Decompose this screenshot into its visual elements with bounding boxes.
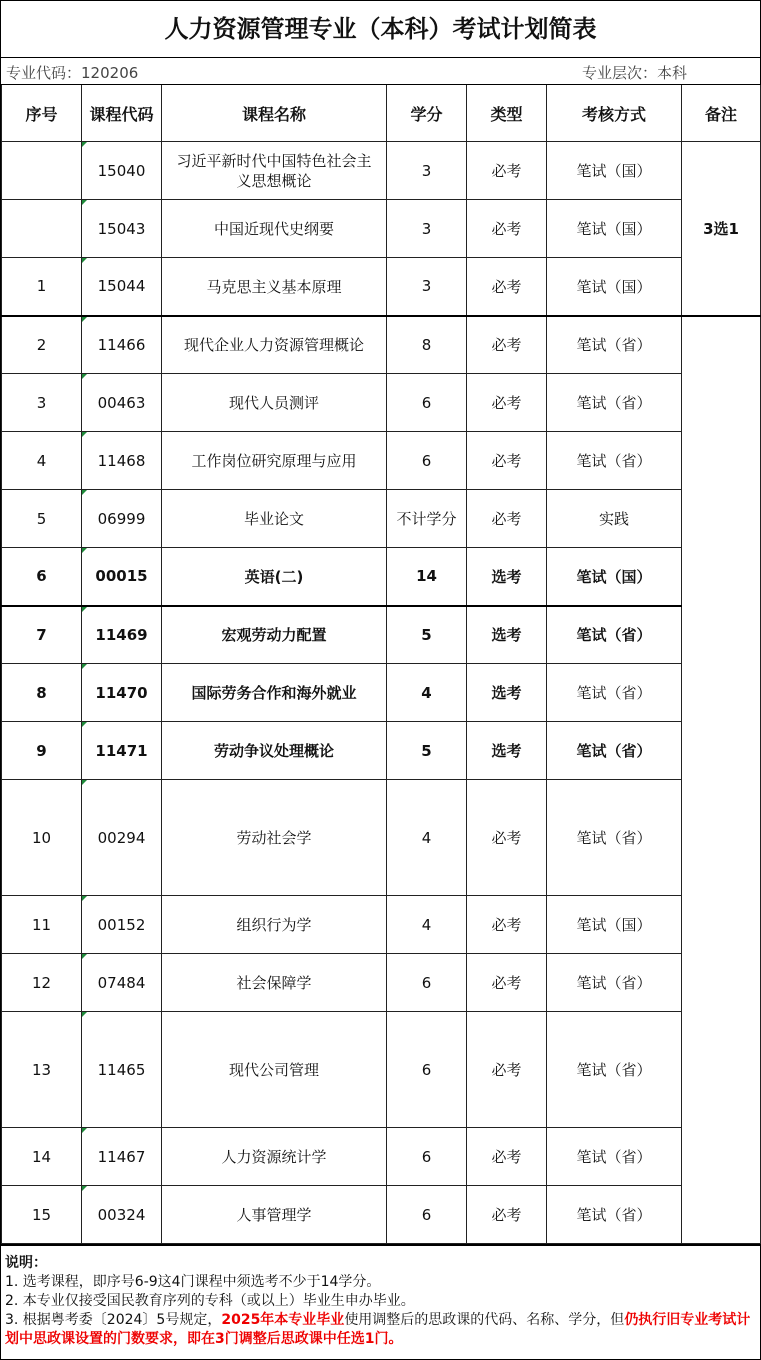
table-row — [2, 200, 761, 258]
row-no: 13 — [2, 1012, 82, 1128]
row-exam: 笔试（省） — [547, 1186, 682, 1244]
row-no: 15 — [2, 1186, 82, 1244]
row-no — [2, 200, 82, 258]
row-type: 必考 — [467, 954, 547, 1012]
row-code: 15043 — [82, 200, 162, 258]
row-name: 劳动社会学 — [162, 780, 387, 896]
row-code: 00324 — [82, 1186, 162, 1244]
row-no: 10 — [2, 780, 82, 896]
row-type: 必考 — [467, 780, 547, 896]
table-row — [2, 1186, 761, 1244]
table-row — [2, 1128, 761, 1186]
row-name: 人事管理学 — [162, 1186, 387, 1244]
row-credit: 3 — [387, 142, 467, 200]
table-row — [2, 258, 761, 316]
row-type: 选考 — [467, 548, 547, 606]
row-no: 14 — [2, 1128, 82, 1186]
header-code: 课程代码 — [82, 85, 162, 142]
note-3-part-1: 3. 根据粤考委〔2024〕5号规定， — [5, 1312, 222, 1328]
row-code: 11465 — [82, 1012, 162, 1128]
row-name: 组织行为学 — [162, 896, 387, 954]
row-no: 4 — [2, 432, 82, 490]
row-exam: 笔试（省） — [547, 722, 682, 780]
row-credit: 6 — [387, 432, 467, 490]
row-code: 06999 — [82, 490, 162, 548]
row-exam: 笔试（省） — [547, 780, 682, 896]
major-level — [582, 62, 687, 83]
row-type: 必考 — [467, 316, 547, 374]
row-exam: 笔试（省） — [547, 1128, 682, 1186]
row-code: 11470 — [82, 664, 162, 722]
header-no: 序号 — [2, 85, 82, 142]
header-remark: 备注 — [682, 85, 761, 142]
notes-heading: 说明： — [5, 1255, 47, 1271]
row-credit: 5 — [387, 722, 467, 780]
row-type: 选考 — [467, 722, 547, 780]
row-credit: 6 — [387, 1186, 467, 1244]
row-code: 00152 — [82, 896, 162, 954]
row-code: 15040 — [82, 142, 162, 200]
table-row — [2, 896, 761, 954]
table-row — [2, 954, 761, 1012]
row-credit: 3 — [387, 200, 467, 258]
header-credit: 学分 — [387, 85, 467, 142]
row-code: 15044 — [82, 258, 162, 316]
row-type: 必考 — [467, 896, 547, 954]
row-exam: 笔试（国） — [547, 548, 682, 606]
row-name: 毕业论文 — [162, 490, 387, 548]
table-row — [2, 432, 761, 490]
table-header — [2, 85, 761, 142]
header-type: 类型 — [467, 85, 547, 142]
note-3 — [5, 1311, 756, 1349]
row-code: 07484 — [82, 954, 162, 1012]
row-credit: 6 — [387, 1012, 467, 1128]
major-code-label: 专业代码： — [6, 64, 82, 82]
row-code: 00294 — [82, 780, 162, 896]
row-exam: 笔试（省） — [547, 664, 682, 722]
table-row — [2, 316, 761, 374]
row-exam: 笔试（国） — [547, 258, 682, 316]
row-name: 马克思主义基本原理 — [162, 258, 387, 316]
row-no: 5 — [2, 490, 82, 548]
table-row — [2, 1012, 761, 1128]
row-code: 11468 — [82, 432, 162, 490]
row-type: 必考 — [467, 432, 547, 490]
row-credit: 5 — [387, 606, 467, 664]
row-credit: 4 — [387, 664, 467, 722]
row-type: 必考 — [467, 1186, 547, 1244]
row-no: 1 — [2, 258, 82, 316]
note-3-part-2: 使用调整后的思政课的代码、名称、学分，但 — [344, 1312, 625, 1328]
table-row — [2, 142, 761, 200]
table-row — [2, 490, 761, 548]
row-no: 6 — [2, 548, 82, 606]
row-exam: 笔试（省） — [547, 606, 682, 664]
row-credit: 8 — [387, 316, 467, 374]
row-code: 11469 — [82, 606, 162, 664]
row-name: 现代人员测评 — [162, 374, 387, 432]
row-code: 00463 — [82, 374, 162, 432]
row-name: 中国近现代史纲要 — [162, 200, 387, 258]
row-name: 国际劳务合作和海外就业 — [162, 664, 387, 722]
major-code-value: 120206 — [81, 64, 139, 82]
note-2: 2. 本专业仅接受国民教育序列的专科（或以上）毕业生申办毕业。 — [5, 1293, 415, 1309]
row-code: 11466 — [82, 316, 162, 374]
row-no: 3 — [2, 374, 82, 432]
row-no: 9 — [2, 722, 82, 780]
row-no: 2 — [2, 316, 82, 374]
row-no: 12 — [2, 954, 82, 1012]
header-name: 课程名称 — [162, 85, 387, 142]
row-type: 必考 — [467, 1128, 547, 1186]
row-name: 现代公司管理 — [162, 1012, 387, 1128]
remark-empty — [682, 316, 761, 1244]
row-code: 11471 — [82, 722, 162, 780]
row-exam: 笔试（省） — [547, 954, 682, 1012]
row-name: 社会保障学 — [162, 954, 387, 1012]
row-exam: 笔试（省） — [547, 1012, 682, 1128]
row-type: 必考 — [467, 200, 547, 258]
note-1: 1. 选考课程，即序号6-9这4门课程中须选考不少于14学分。 — [5, 1274, 381, 1290]
row-no: 11 — [2, 896, 82, 954]
row-name: 习近平新时代中国特色社会主义思想概论 — [162, 142, 387, 200]
row-code: 00015 — [82, 548, 162, 606]
row-credit: 6 — [387, 1128, 467, 1186]
table-row — [2, 606, 761, 664]
row-type: 选考 — [467, 606, 547, 664]
table-row — [2, 548, 761, 606]
row-name: 工作岗位研究原理与应用 — [162, 432, 387, 490]
row-exam: 笔试（省） — [547, 316, 682, 374]
row-type: 选考 — [467, 664, 547, 722]
page-title: 人力资源管理专业（本科）考试计划简表 — [1, 1, 760, 58]
row-code: 11467 — [82, 1128, 162, 1186]
note-3-highlight-2: 仍执行旧专业考试计划中思政课设置的门数要求，即在3门调整后思政课中任选1门。 — [5, 1312, 751, 1347]
row-exam: 实践 — [547, 490, 682, 548]
row-credit: 3 — [387, 258, 467, 316]
row-no: 8 — [2, 664, 82, 722]
row-exam: 笔试（省） — [547, 432, 682, 490]
row-no — [2, 142, 82, 200]
row-type: 必考 — [467, 1012, 547, 1128]
major-level-label: 专业层次： — [582, 64, 658, 82]
notes-section — [1, 1244, 760, 1349]
row-credit: 不计学分 — [387, 490, 467, 548]
row-type: 必考 — [467, 490, 547, 548]
row-name: 人力资源统计学 — [162, 1128, 387, 1186]
row-type: 必考 — [467, 374, 547, 432]
major-level-value: 本科 — [657, 64, 688, 82]
table-row — [2, 780, 761, 896]
table-row — [2, 664, 761, 722]
row-credit: 4 — [387, 896, 467, 954]
note-3-highlight-1: 2025年本专业毕业 — [221, 1312, 345, 1328]
course-table — [1, 85, 761, 1244]
row-name: 现代企业人力资源管理概论 — [162, 316, 387, 374]
table-row — [2, 722, 761, 780]
meta-bar — [1, 58, 760, 85]
row-type: 必考 — [467, 258, 547, 316]
row-credit: 4 — [387, 780, 467, 896]
row-credit: 14 — [387, 548, 467, 606]
header-exam: 考核方式 — [547, 85, 682, 142]
remark-cell: 3选1 — [682, 142, 761, 316]
row-credit: 6 — [387, 954, 467, 1012]
row-exam: 笔试（国） — [547, 200, 682, 258]
row-name: 英语(二) — [162, 548, 387, 606]
row-type: 必考 — [467, 142, 547, 200]
row-exam: 笔试（省） — [547, 374, 682, 432]
row-no: 7 — [2, 606, 82, 664]
major-code — [6, 62, 138, 83]
row-name: 宏观劳动力配置 — [162, 606, 387, 664]
row-exam: 笔试（国） — [547, 142, 682, 200]
row-name: 劳动争议处理概论 — [162, 722, 387, 780]
row-credit: 6 — [387, 374, 467, 432]
table-row — [2, 374, 761, 432]
row-exam: 笔试（国） — [547, 896, 682, 954]
